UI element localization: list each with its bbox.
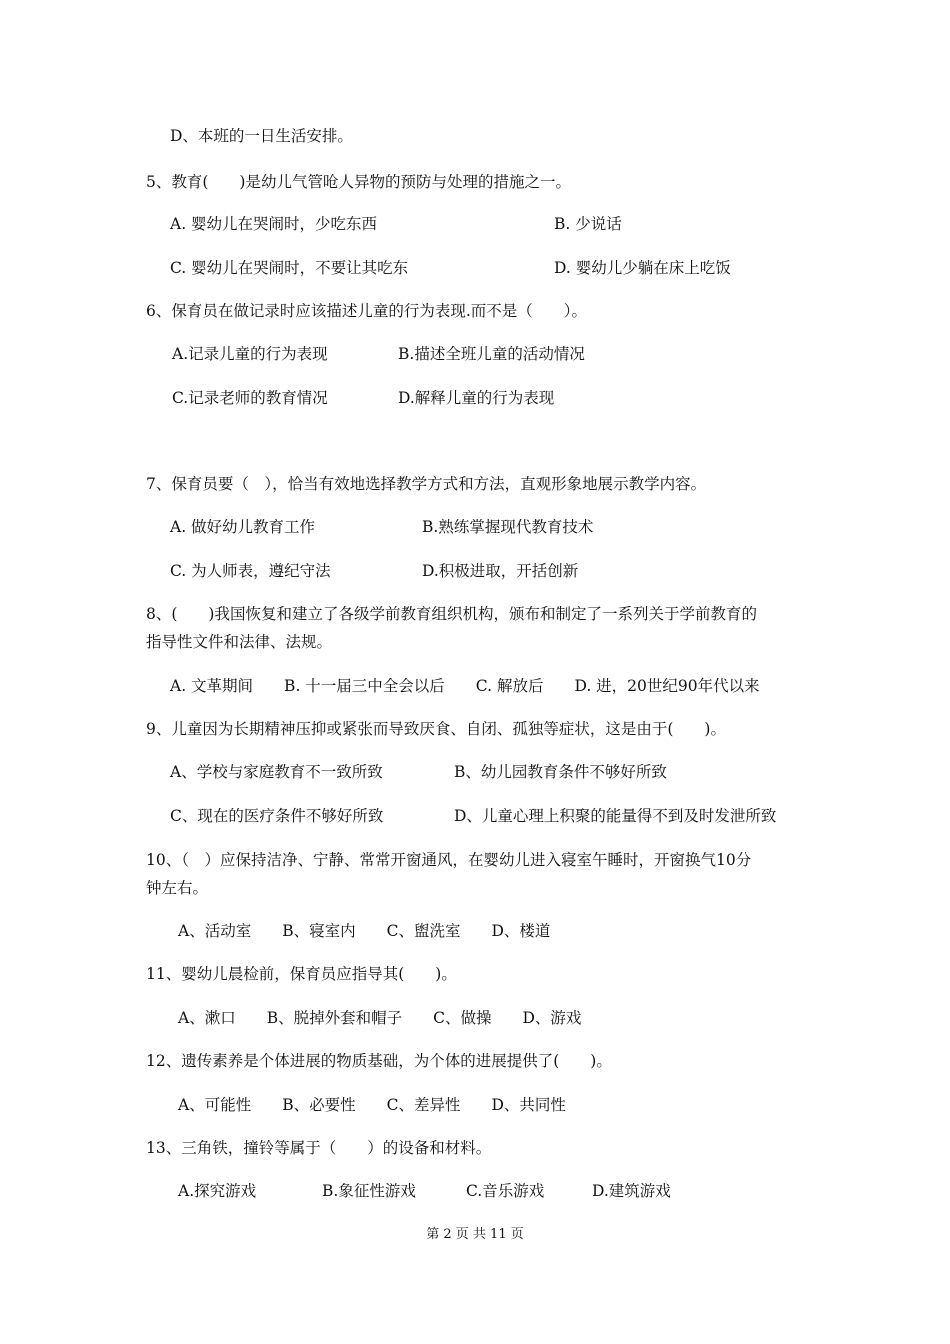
q6-option-c: C.记录老师的教育情况 (172, 389, 328, 407)
q8-question-cont: 指导性文件和法律、法规。 (146, 633, 333, 651)
q10-options: A、活动室 B、寝室内 C、盥洗室 D、楼道 (178, 922, 551, 940)
q6-option-d: D.解释儿童的行为表现 (398, 389, 555, 407)
q12-options: A、可能性 B、必要性 C、差异性 D、共同性 (178, 1096, 566, 1114)
q6-option-b: B.描述全班儿童的活动情况 (398, 345, 585, 363)
q8-question: 8、( )我国恢复和建立了各级学前教育组织机构，颁布和制定了一系列关于学前教育的 (146, 605, 757, 623)
q13-option-d: D.建筑游戏 (592, 1182, 671, 1200)
q13-option-a: A.探究游戏 (178, 1182, 257, 1200)
q7-question: 7、保育员要（ ），恰当有效地选择教学方式和方法，直观形象地展示教学内容。 (146, 475, 707, 493)
q9-option-a: A、学校与家庭教育不一致所致 (170, 763, 383, 781)
q13-option-c: C.音乐游戏 (466, 1182, 545, 1200)
q7-option-b: B.熟练掌握现代教育技术 (422, 518, 594, 536)
page-footer: 第 2 页 共 11 页 (426, 1227, 524, 1242)
q9-option-b: B、幼儿园教育条件不够好所致 (454, 763, 667, 781)
q12-question: 12、遗传素养是个体进展的物质基础，为个体的进展提供了( )。 (146, 1052, 612, 1070)
q9-option-c: C、现在的医疗条件不够好所致 (170, 807, 384, 825)
q7-option-c: C. 为人师表，遵纪守法 (170, 562, 331, 580)
q10-question: 10、（ ）应保持洁净、宁静、常常开窗通风，在婴幼儿进入寝室午睡时，开窗换气10分 (146, 851, 752, 869)
q13-question: 13、三角铁，撞铃等属于（ ）的设备和材料。 (146, 1139, 492, 1157)
q5-option-d: D. 婴幼儿少躺在床上吃饭 (554, 259, 731, 277)
q9-question: 9、儿童因为长期精神压抑或紧张而导致厌食、自闭、孤独等症状，这是由于( )。 (146, 720, 726, 738)
q6-question: 6、保育员在做记录时应该描述儿童的行为表现.而不是（ ）。 (146, 302, 588, 320)
q8-options: A. 文革期间 B. 十一届三中全会以后 C. 解放后 D. 进，20世纪90年代以来 (170, 677, 760, 695)
q5-option-c: C. 婴幼儿在哭闹时，不要让其吃东 (170, 259, 409, 277)
q7-option-a: A. 做好幼儿教育工作 (170, 518, 316, 536)
q5-question: 5、教育( )是幼儿气管呛人异物的预防与处理的措施之一。 (146, 173, 571, 191)
q6-option-a: A.记录儿童的行为表现 (172, 345, 328, 363)
q5-option-a: A. 婴幼儿在哭闹时，少吃东西 (170, 215, 378, 233)
q7-option-d: D.积极进取，开括创新 (422, 562, 579, 580)
q4-option-d: D、本班的一日生活安排。 (170, 127, 353, 145)
q11-options: A、漱口 B、脱掉外套和帽子 C、做操 D、游戏 (178, 1009, 582, 1027)
q11-question: 11、婴幼儿晨检前，保育员应指导其( )。 (146, 965, 457, 983)
q9-option-d: D、儿童心理上积聚的能量得不到及时发泄所致 (454, 807, 777, 825)
q5-option-b: B. 少说话 (554, 215, 622, 233)
q10-question-cont: 钟左右。 (146, 879, 209, 897)
q13-option-b: B.象征性游戏 (322, 1182, 416, 1200)
